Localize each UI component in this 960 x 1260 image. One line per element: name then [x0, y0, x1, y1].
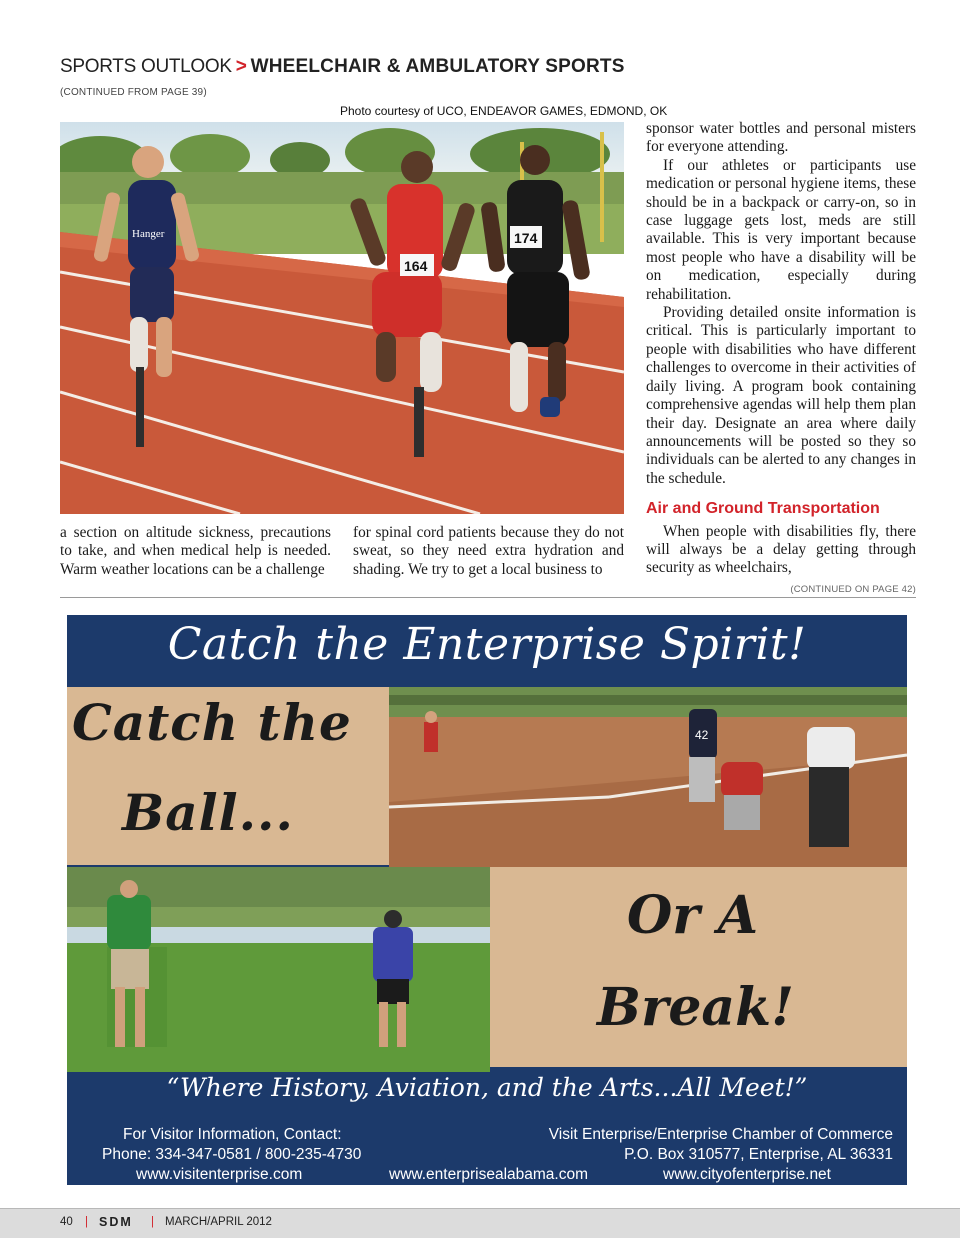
ad-slogan: “Where History, Aviation, and the Arts...All Meet!”	[166, 1073, 808, 1102]
link-visitenterprise[interactable]: www.visitenterprise.com	[136, 1166, 303, 1183]
page-footer	[0, 1208, 960, 1238]
subsection-name: WHEELCHAIR & AMBULATORY SPORTS	[250, 56, 625, 77]
baseball-photo	[389, 687, 907, 867]
bib-164: 164	[404, 258, 428, 274]
article-column-left	[60, 524, 331, 579]
script-break: Break!	[597, 977, 794, 1038]
section-divider	[60, 597, 916, 598]
contact-label: For Visitor Information, Contact:	[123, 1126, 342, 1143]
left-column-text: a section on altitude sickness, precautions to take, and when medical help is needed. Warm weather locations can be a challenge	[60, 524, 331, 578]
section-name: SPORTS OUTLOOK	[60, 56, 232, 77]
header-separator: >	[235, 56, 247, 77]
link-cityofenterprise[interactable]: www.cityofenterprise.net	[663, 1166, 831, 1183]
photo-credit: Photo courtesy of UCO, ENDEAVOR GAMES, EDMOND, OK	[340, 104, 668, 118]
issue-date: MARCH/APRIL 2012	[165, 1216, 272, 1228]
middle-column-text: for spinal cord patients because they do not sweat, so they need extra hydration and shading. We try to get a local business to	[353, 524, 624, 578]
page-number: 40	[60, 1216, 73, 1228]
right-paragraph-2: If our athletes or participants use medication or personal hygiene items, these should be in a backpack or carry-on, so in case luggage gets lost, meds are still available. This is very important because most people who have a disability will be on medication, especially during rehabilitation.	[646, 156, 916, 303]
right-paragraph-4: When people with disabilities fly, there will always be a delay getting through security as wheelchairs,	[646, 522, 916, 577]
footer-divider: |	[151, 1216, 154, 1228]
script-ball: Ball...	[122, 783, 294, 842]
magazine-name: SDM	[99, 1215, 133, 1229]
subhead-air-ground: Air and Ground Transportation	[646, 500, 880, 518]
batter-number: 42	[695, 728, 709, 742]
ad-chamber-block	[537, 1125, 893, 1185]
ad-title: Catch the Enterprise Spirit!	[167, 619, 807, 670]
bib-174: 174	[514, 230, 538, 246]
jersey-text: Hanger	[132, 228, 165, 240]
continued-from-note: (CONTINUED FROM PAGE 39)	[60, 87, 207, 98]
article-column-middle	[353, 524, 624, 579]
enterprise-advertisement	[67, 615, 907, 1185]
continued-on-note: (CONTINUED ON PAGE 42)	[790, 583, 916, 595]
chamber-name: Visit Enterprise/Enterprise Chamber of Commerce	[548, 1126, 893, 1143]
chamber-address: P.O. Box 310577, Enterprise, AL 36331	[624, 1146, 893, 1163]
track-race-photo	[60, 122, 624, 514]
contact-phone: Phone: 334-347-0581 / 800-235-4730	[102, 1146, 362, 1163]
footer-divider: |	[85, 1216, 88, 1228]
golf-photo	[67, 867, 490, 1072]
ad-contact-block	[102, 1125, 361, 1185]
right-paragraph-1: sponsor water bottles and personal misters for everyone attending.	[646, 120, 916, 156]
section-header	[60, 56, 625, 78]
link-enterprisealabama[interactable]: www.enterprisealabama.com	[389, 1166, 589, 1183]
script-catch-the: Catch the	[72, 693, 352, 752]
script-or-a: Or A	[627, 885, 759, 946]
article-column-right	[646, 120, 916, 599]
right-paragraph-3: Providing detailed onsite information is critical. This is particularly important to people with disabilities who have different challenges to overcome in their activities of daily living. A program book containing comprehensive agendas will help them plan their day. Designate an area where daily announcements will be posted so they so individuals can be alerted to any changes in the schedule.	[646, 304, 916, 487]
